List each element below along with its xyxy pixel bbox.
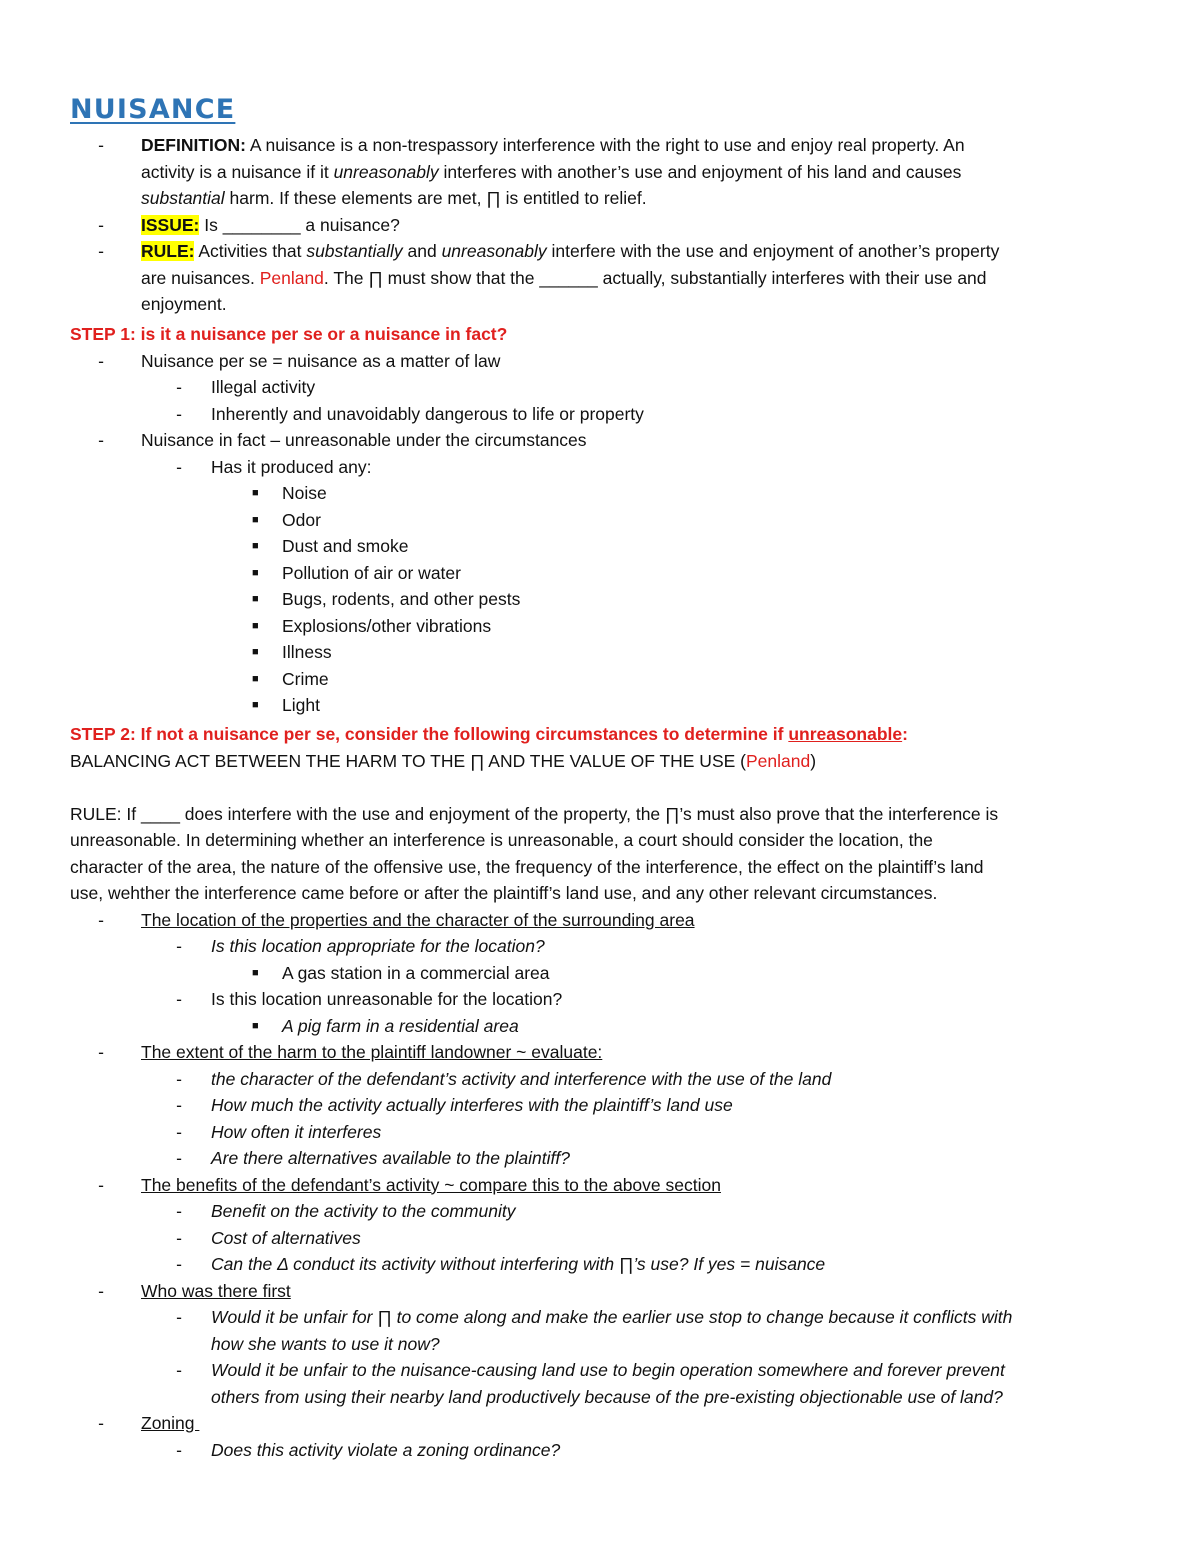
dash-marker: - <box>176 989 182 1009</box>
case-citation: Penland <box>745 750 811 771</box>
dash-marker: - <box>98 1174 104 1195</box>
issue-label: ISSUE: <box>141 214 200 235</box>
square-bullet-icon: ■ <box>252 966 259 979</box>
square-bullet-icon: ■ <box>252 699 259 711</box>
square-bullet-icon: ■ <box>252 566 259 579</box>
dash-marker: - <box>176 1360 182 1380</box>
document-page: NUISANCE - DEFINITION: A nuisance is a non-trespassory interference with the right to use and enjoy real property. An activity is a nuisance if it unreasonably interferes with another’s use and enjoyment of his land and causes substantial harm. If these elements are met, ∏ is entitled to relief. - ISSUE: Is ________ a nuisance? - RULE: Activities that substantially and unreasonably interfere with the use and enjoyment of another’s property are nuisances. Penland. The ∏ must show that the ______ actually, substantially interferes with their use and enjoyment. STEP 1: is it a nuisance per se or a nuisance in fact? - Nuisance per se = nuisance as a matter of law - Illegal activity - Inherently and unavoidably dangerous to life or property - Nuisance in fact – unreasonable under the circumstances - Has it produced any: ■ Noise ■ Odor ■ Dust and smoke ■ Pollution of air or water ■ Bugs, rodents, and other pests ■ Explosions/other vibrations ■ Illness ■ Crime ■ Light STEP 2: If not a nuisance per se, consider the following circumstances to determine if unreasonable: BALANCING ACT BETWEEN THE HARM TO THE ∏ AND THE VALUE OF THE USE (Penland) RULE: If ____ does interfere with the use and enjoyment of the property, the ∏’s must also prove that the interference is unreasonable. In determining whether an interference is unreasonable, a court should consider the location, the character of the area, the nature of the offensive use, the frequency of the interference, the effect on the plaintiff’s land use, wehther the interference came before or after the plaintiff’s land use, and any other relevant circumstances. - The location of the properties and the character of the surrounding area - Is this location appropriate for the location? ■ A gas station in a commercial area - Is this location unreasonable for the location? ■ A pig farm in a residential area - The extent of the harm to the plaintiff landowner ~ evaluate: - the character of the defendant’s activity and interference with the use of the land - How much the activity actually interferes with the plaintiff’s land use - How often it interferes - Are there alternatives available to the plaintiff? - The benefits of the defendant’s activity ~ compare this to the above section - Benefit on the activity to the community - Cost of alternatives - Can the Δ conduct its activity without interfering with ∏’s use? If yes = nuisance - Who was there first - Would it be unfair for ∏ to come along and make the earlier use stop to change because it conflicts with how she wants to use it now? - Would it be unfair to the nuisance-causing land use to begin operation somewhere and forever prevent others from using their nearby land productively because of the pre-existing objectionable use of land? - Zoning - Does this activity violate a zoning ordinance? <box>0 0 1200 1553</box>
dash-marker: - <box>176 1439 182 1460</box>
dash-marker: - <box>98 909 104 930</box>
dash-marker: - <box>98 241 104 261</box>
dash-marker: - <box>176 1201 182 1221</box>
dash-marker: - <box>176 1121 182 1142</box>
dash-marker: - <box>176 403 182 424</box>
definition-label: DEFINITION: <box>141 135 246 155</box>
dash-marker: - <box>98 430 104 450</box>
page-title: NUISANCE <box>70 94 236 125</box>
dash-marker: - <box>98 1042 104 1062</box>
square-bullet-icon: ■ <box>252 513 259 526</box>
dash-marker: - <box>98 350 104 371</box>
square-bullet-icon: ■ <box>252 540 259 552</box>
square-bullet-icon: ■ <box>252 593 259 605</box>
square-bullet-icon: ■ <box>252 1019 259 1032</box>
dash-marker: - <box>98 214 104 235</box>
dash-marker: - <box>98 1280 104 1301</box>
dash-marker: - <box>176 936 182 956</box>
dash-marker: - <box>176 1095 182 1115</box>
dash-marker: - <box>98 135 104 155</box>
dash-marker: - <box>176 1307 182 1327</box>
dash-marker: - <box>98 1413 104 1433</box>
dash-marker: - <box>176 1227 182 1248</box>
square-bullet-icon: ■ <box>252 619 259 632</box>
square-bullet-icon: ■ <box>252 646 259 658</box>
dash-marker: - <box>176 1254 182 1274</box>
dash-marker: - <box>176 456 182 477</box>
square-bullet-icon: ■ <box>252 487 259 499</box>
dash-marker: - <box>176 1148 182 1168</box>
rule-label: RULE: <box>141 241 195 261</box>
case-citation: Penland <box>259 267 324 288</box>
dash-marker: - <box>176 377 182 397</box>
square-bullet-icon: ■ <box>252 672 259 685</box>
dash-marker: - <box>176 1068 182 1089</box>
